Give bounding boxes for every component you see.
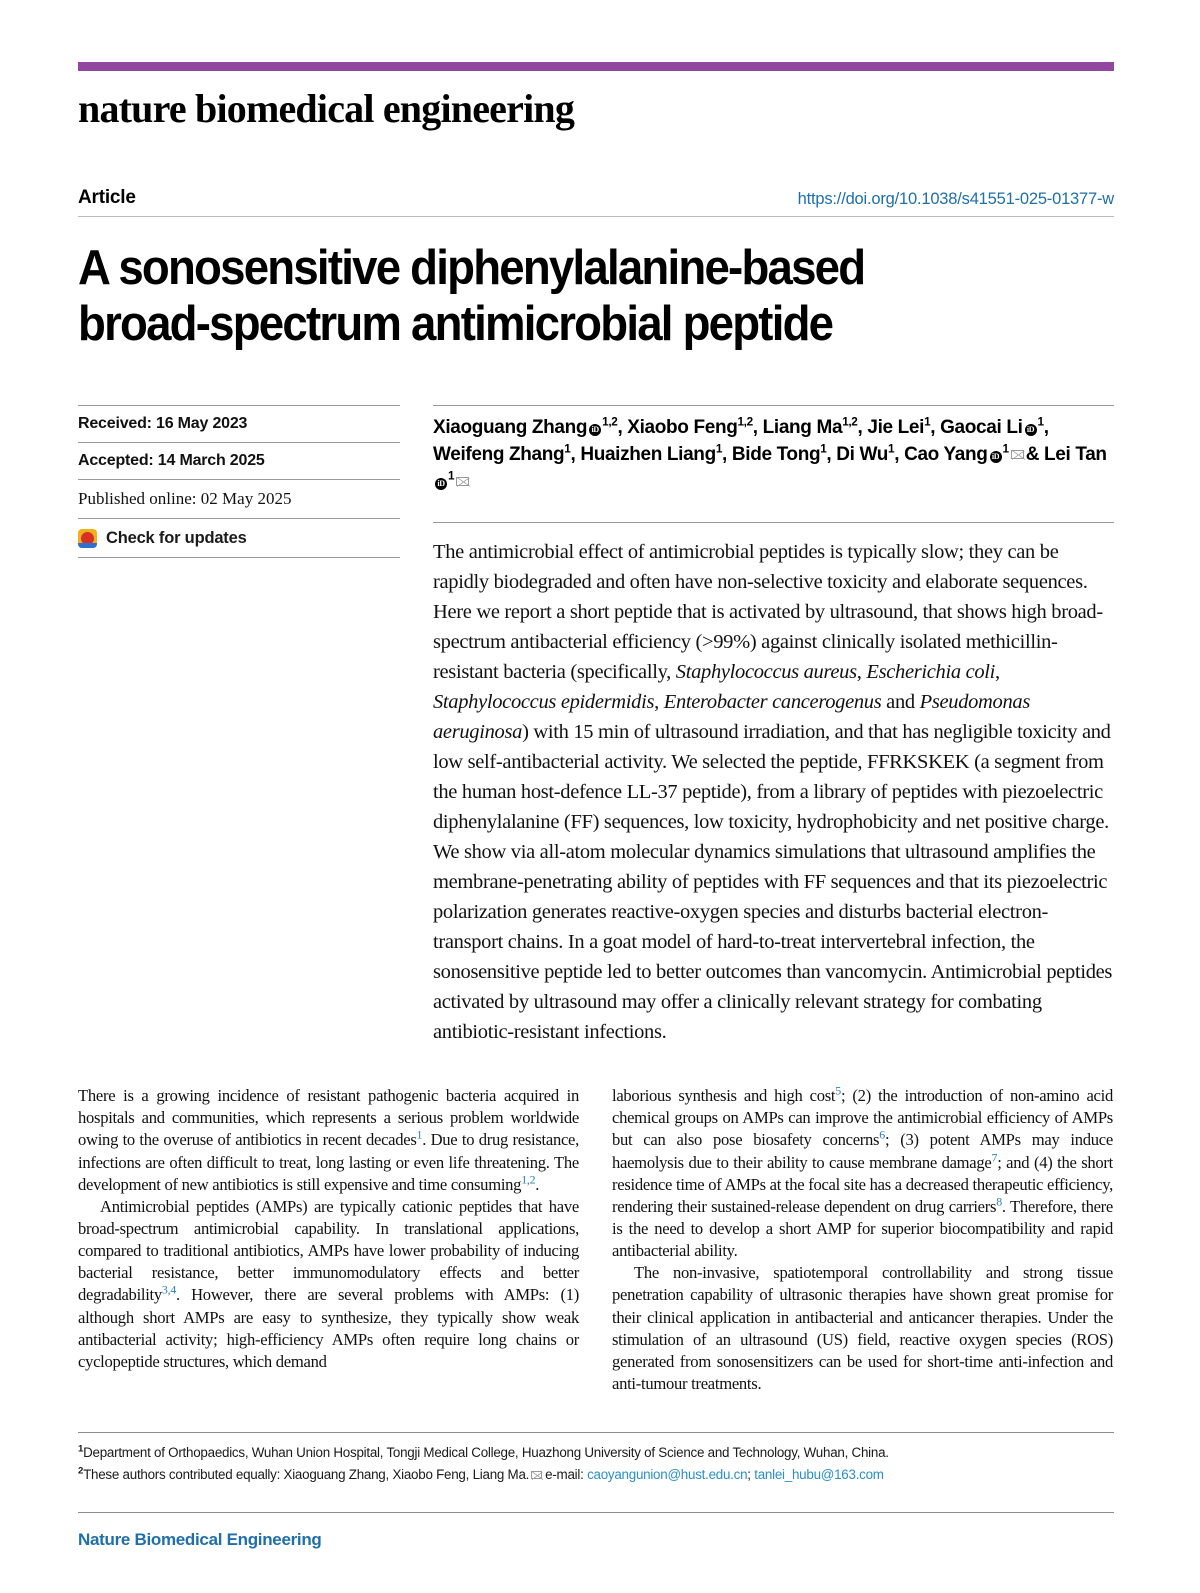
check-for-updates-label: Check for updates (106, 528, 247, 547)
abstract-text: ) with 15 min of ultrasound irradiation, and that has negligible toxicity and low self-antibacterial activity. We selected the peptide, FFRKSKEK (a segment from the human host-defence LL-37 peptide), from a library of peptides with piezoelectric diphenylalanine (FF) sequences, low toxicity, hydrophobicity and net positive charge. We show via all-atom molecular dynamics simulations that ultrasound amplifies the membrane-penetrating ability of peptides with FF sequences and that its piezoelectric polarization generates reactive-oxygen species and disturbs bacterial electron-transport chains. In a goat model of hard-to-treat intervertebral infection, the sonosensitive peptide led to better outcomes than vancomycin. Antimicrobial peptides activated by ultrasound may offer a clinically relevant strategy for combating antibiotic-resistant infections. (433, 720, 1113, 1044)
affiliation-note (78, 1442, 1114, 1464)
affiliation-marker: 1 (78, 1443, 84, 1455)
abstract-text: and (881, 690, 920, 713)
author-name: , Xiaobo Feng (617, 416, 738, 438)
email-label: e-mail: (545, 1466, 584, 1482)
crossmark-icon (78, 529, 97, 548)
citation-reference[interactable]: 7 (991, 1150, 998, 1165)
equal-contribution-text: These authors contributed equally: Xiaoguang Zhang, Xiaobo Feng, Liang Ma. (83, 1466, 530, 1482)
author-affiliation-marker: 1 (1037, 415, 1044, 429)
citation-reference[interactable]: 6 (879, 1127, 885, 1142)
body-text: . However, there are several problems with AMPs: (1) although short AMPs are easy to synthesize, they typically show weak antibacterial activity; high-efficiency AMPs often require long chains or cyclopeptide structures, which demand (78, 1285, 579, 1371)
author-affiliation-marker: 1,2 (737, 415, 753, 429)
body-text: . Therefore, there is the need to develop a short AMP for superior biocompatibility and rapid antibacterial ability. (612, 1196, 1114, 1261)
abstract (433, 522, 1114, 1048)
equal-contribution-note (78, 1464, 1114, 1486)
doi-link[interactable]: https://doi.org/10.1038/s41551-025-01377-w (797, 190, 1114, 208)
author-name: , Di Wu (826, 443, 889, 465)
author-name: , Cao Yang (894, 443, 988, 465)
page-title-line-2: broad-spectrum antimicrobial peptide (78, 296, 833, 351)
body-text: laborious synthesis and high cost (612, 1086, 836, 1106)
author-name: , Bide Tong (722, 443, 821, 465)
email-link-secondary[interactable]: tanlei_hubu@163.com (754, 1466, 884, 1482)
equal-contribution-marker: 2 (78, 1465, 84, 1477)
journal-brand-bar (78, 62, 1114, 71)
author-affiliation-marker: 1 (1002, 442, 1009, 456)
species-name: Escherichia coli (866, 660, 996, 683)
body-paragraph (612, 1085, 1113, 1262)
abstract-text: , (995, 660, 1000, 683)
email-link-primary[interactable]: caoyangunion@hust.edu.cn (587, 1466, 748, 1482)
body-column-left (78, 1085, 579, 1395)
check-for-updates-button[interactable] (78, 518, 400, 558)
published-date: Published online: 02 May 2025 (78, 479, 400, 518)
body-columns (78, 1085, 1114, 1395)
orcid-icon[interactable]: iD (589, 424, 601, 436)
abstract-text: , (654, 690, 664, 713)
author-affiliation-marker: 1 (715, 442, 723, 456)
footnotes (78, 1432, 1114, 1485)
journal-masthead: nature biomedical engineering (78, 86, 575, 131)
author-affiliation-marker: 1 (820, 442, 827, 456)
body-text: ; (2) the introduction of non-amino acid chemical groups on AMPs can improve the antimicrobial efficiency of AMPs but can also pose biosafety concerns (612, 1086, 1113, 1150)
author-name: Lei Tan (1044, 443, 1107, 465)
species-name: Enterobacter cancerogenus (663, 690, 882, 713)
author-affiliation-marker: 1,2 (842, 415, 858, 429)
email-separator: ; (747, 1466, 751, 1482)
header-grid (78, 405, 1114, 1047)
author-affiliation-marker: 1 (888, 442, 895, 456)
page-footer: Nature Biomedical Engineering (78, 1512, 1114, 1550)
author-affiliation-marker: 1 (448, 469, 455, 483)
species-name: Pseudomonas aeruginosa (433, 690, 1030, 743)
author-affiliation-marker: 1 (924, 415, 931, 429)
article-type-bar (78, 187, 1114, 217)
page-title-line-1: A sonosensitive diphenylalanine-based (78, 241, 865, 295)
author-name: Weifeng Zhang (433, 443, 565, 465)
article-type-label: Article (78, 187, 136, 208)
body-text: . (535, 1174, 540, 1194)
page-content (78, 0, 1114, 1395)
abstract-text: , (856, 660, 867, 683)
author-name: Xiaoguang Zhang (433, 416, 588, 438)
author-name: , Huaizhen Liang (570, 443, 716, 465)
body-paragraph (78, 1085, 579, 1196)
citation-reference[interactable]: 1,2 (521, 1172, 536, 1187)
citation-reference[interactable]: 1 (416, 1127, 423, 1142)
author-affiliation-marker: 1,2 (602, 415, 618, 429)
citation-reference[interactable]: 5 (835, 1083, 841, 1098)
body-text: . Due to drug resistance, infections are often difficult to treat, long lasting or even life threatening. The development of new antibiotics is still expensive and time consuming (78, 1130, 579, 1194)
species-name: Staphylococcus epidermidis (433, 690, 655, 713)
email-icon[interactable] (1011, 450, 1024, 459)
publication-dates-panel (78, 405, 400, 1047)
body-text: ; and (4) the short residence time of AMPs at the focal site has a decreased therapeutic efficiency, rendering their sustained-release dependent on drug carriers (612, 1152, 1113, 1216)
species-name: Staphylococcus aureus (675, 660, 857, 683)
page-title (78, 241, 971, 353)
orcid-icon[interactable]: iD (1025, 424, 1037, 436)
body-text: There is a growing incidence of resistant pathogenic bacteria acquired in hospitals and communities, which represents a serious problem worldwide owing to the overuse of antibiotics in recent decades (78, 1086, 579, 1150)
authors-ampersand: & (1025, 443, 1040, 465)
email-icon[interactable] (456, 477, 469, 486)
author-affiliation-marker: 1 (564, 442, 571, 456)
body-column-right (612, 1085, 1113, 1395)
received-date: Received: 16 May 2023 (78, 405, 400, 442)
author-name: , Jie Lei (857, 416, 925, 438)
body-paragraph: The non-invasive, spatiotemporal controllability and strong tissue penetration capability of ultrasonic therapies have shown great promise for their clinical application in antibacterial and anticancer therapies. Under the stimulation of an ultrasound (US) field, reactive oxygen species (ROS) generated from sonosensitizers can be used for short-time anti-infection and anti-tumour treatments. (612, 1263, 1113, 1393)
body-text: Antimicrobial peptides (AMPs) are typically cationic peptides that have broad-spectrum antimicrobial capability. In translational applications, compared to traditional antibiotics, AMPs have lower probability of inducing bacterial resistance, better immunomodulatory effects and better degradability (78, 1196, 579, 1305)
citation-reference[interactable]: 8 (996, 1194, 1002, 1209)
accepted-date: Accepted: 14 March 2025 (78, 442, 400, 479)
citation-reference[interactable]: 3,4 (161, 1282, 177, 1297)
email-icon (531, 1471, 542, 1479)
abstract-text: The antimicrobial effect of antimicrobial peptides is typically slow; they can be rapidly biodegraded and often have non-selective toxicity and elaborate sequences. Here we report a short peptide that is activated by ultrasound, that shows high broad-spectrum antibacterial efficiency (>99%) against clinically isolated methicillin-resistant bacteria (specifically, (433, 540, 1103, 683)
author-name: , Gaocai Li (930, 416, 1023, 438)
affiliation-text: Department of Orthopaedics, Wuhan Union Hospital, Tongji Medical College, Huazhong University of Science and Technology, Wuhan, China. (83, 1445, 889, 1460)
body-paragraph (78, 1196, 579, 1373)
orcid-icon[interactable]: iD (435, 478, 447, 490)
orcid-icon[interactable]: iD (990, 451, 1002, 463)
author-name: , Liang Ma (752, 416, 843, 438)
author-list: Xiaoguang Zhang iD$^{1,2}$, Xiaobo Feng$^{1,2}$, Liang Ma$^{1,2}$, Jie Lei$^1$, Gaocai Li $iD^1$, Weifeng Zhang$^1$, Huaizhen Liang$^1$, Bide Tong$^1$, Di Wu$^1$, Cao Yang $iD^1$ & Lei TaniD$^1$ (433, 405, 1114, 496)
body-text: ; (3) potent AMPs may induce haemolysis due to their ability to cause membrane damage (612, 1130, 1113, 1172)
authors-and-abstract (433, 405, 1114, 1047)
